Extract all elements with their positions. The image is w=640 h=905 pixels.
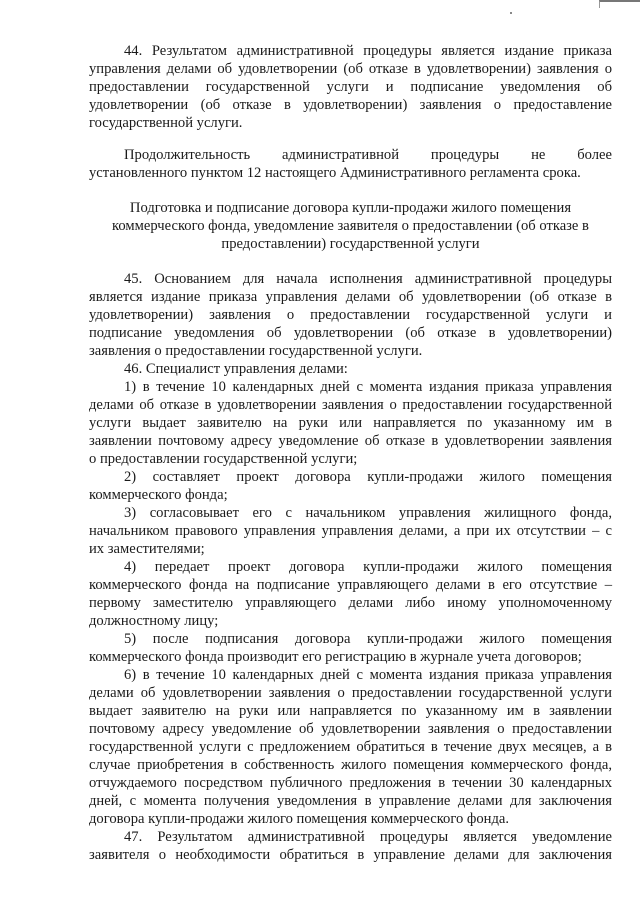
item-3-line-3: их заместителями; — [89, 541, 205, 557]
item-6-line-6: случае приобретения в собственность жилого помещения коммерческого фонда, — [89, 757, 612, 773]
section-heading-line-2: коммерческого фонда, уведомление заявителя о предоставлении (об отказе в — [112, 218, 589, 234]
item-2-line-2: коммерческого фонда; — [89, 487, 228, 503]
item-6-line-5: государственной услуги с предложением обратиться в течение двух месяцев, а в — [89, 739, 612, 755]
section-heading-line-1: Подготовка и подписание договора купли-продажи жилого помещения — [129, 200, 572, 216]
item-4-line-3: первому заместителю управляющего делами либо иному уполномоченному — [89, 595, 612, 611]
item-6-line-1: 6) в течение 10 календарных дней с момента издания приказа управления — [124, 667, 612, 683]
paragraph-45-line-2: является издание приказа управления делами об удовлетворении (об отказе в — [89, 289, 612, 305]
paragraph-45-line-3: удовлетворении) заявления о предоставлении государственной услуги и — [89, 307, 612, 323]
paragraph-44-line-4: удовлетворении (об отказе в удовлетворении) заявления о предоставление — [89, 97, 612, 113]
item-5-line-2: коммерческого фонда производит его регистрацию в журнале учета договоров; — [89, 649, 582, 665]
item-2-line-1: 2) составляет проект договора купли-продажи жилого помещения — [124, 469, 612, 485]
paragraph-44-line-2: управления делами об удовлетворении (об отказе в удовлетворении) заявления о — [89, 61, 612, 77]
paragraph-47-line-1: 47. Результатом административной процедуры является уведомление — [124, 829, 612, 845]
item-4-line-1: 4) передает проект договора купли-продажи жилого помещения — [124, 559, 612, 575]
item-1-line-4: заявлении почтовому адресу уведомление об отказе в удовлетворении заявления — [89, 433, 612, 449]
item-3-line-1: 3) согласовывает его с начальником управления жилищного фонда, — [124, 505, 612, 521]
paragraph-46-intro: 46. Специалист управления делами: — [124, 361, 348, 377]
section-heading-line-3: предоставлении) государственной услуги — [221, 236, 480, 252]
item-6-line-3: выдает заявителю на руки или направляется по указанному им в заявлении — [89, 703, 612, 719]
item-6-line-9: договора купли-продажи жилого помещения коммерческого фонда. — [89, 811, 510, 827]
scan-corner-mark — [599, 0, 640, 8]
paragraph-47-line-2: заявителя о необходимости обратиться в управление делами для заключения — [89, 847, 612, 863]
scan-speck — [510, 12, 512, 14]
item-6-line-7: отчуждаемого посредством публичного предложения в течении 30 календарных — [89, 775, 612, 791]
item-3-line-2: начальником правового управления управления делами, а при их отсутствии – с — [89, 523, 612, 539]
item-6-line-8: дней, с момента получения уведомления в управление делами для заключения — [89, 793, 612, 809]
paragraph-44-line-1: 44. Результатом административной процедуры является издание приказа — [124, 43, 612, 59]
paragraph-45-line-1: 45. Основанием для начала исполнения административной процедуры — [124, 271, 612, 287]
item-1-line-3: услуги выдает заявителю на руки или направляется по указанному им в — [89, 415, 612, 431]
item-5-line-1: 5) после подписания договора купли-продажи жилого помещения — [124, 631, 612, 647]
duration-line-1: Продолжительность административной процедуры не более — [124, 147, 612, 163]
item-4-line-2: коммерческого фонда на подписание управляющего делами в его отсутствие – — [89, 577, 612, 593]
paragraph-44-line-5: государственной услуги. — [89, 115, 243, 131]
paragraph-44-line-3: предоставлении государственной услуги и подписание уведомления об — [89, 79, 612, 95]
paragraph-45-line-5: заявления о предоставлении государственной услуги. — [89, 343, 423, 359]
item-4-line-4: должностному лицу; — [89, 613, 219, 629]
item-1-line-2: делами об отказе в удовлетворении заявления о предоставлении государственной — [89, 397, 612, 413]
item-6-line-4: почтовому адресу уведомление об удовлетворении заявления о предоставлении — [89, 721, 612, 737]
duration-line-2: установленного пунктом 12 настоящего Административного регламента срока. — [89, 165, 581, 181]
item-6-line-2: делами об удовлетворении заявления о предоставлении государственной услуги — [89, 685, 612, 701]
item-1-line-5: о предоставлении государственной услуги; — [89, 451, 358, 467]
item-1-line-1: 1) в течение 10 календарных дней с момента издания приказа управления — [124, 379, 612, 395]
paragraph-45-line-4: подписание уведомления об удовлетворении (об отказе в удовлетворении) — [89, 325, 612, 341]
